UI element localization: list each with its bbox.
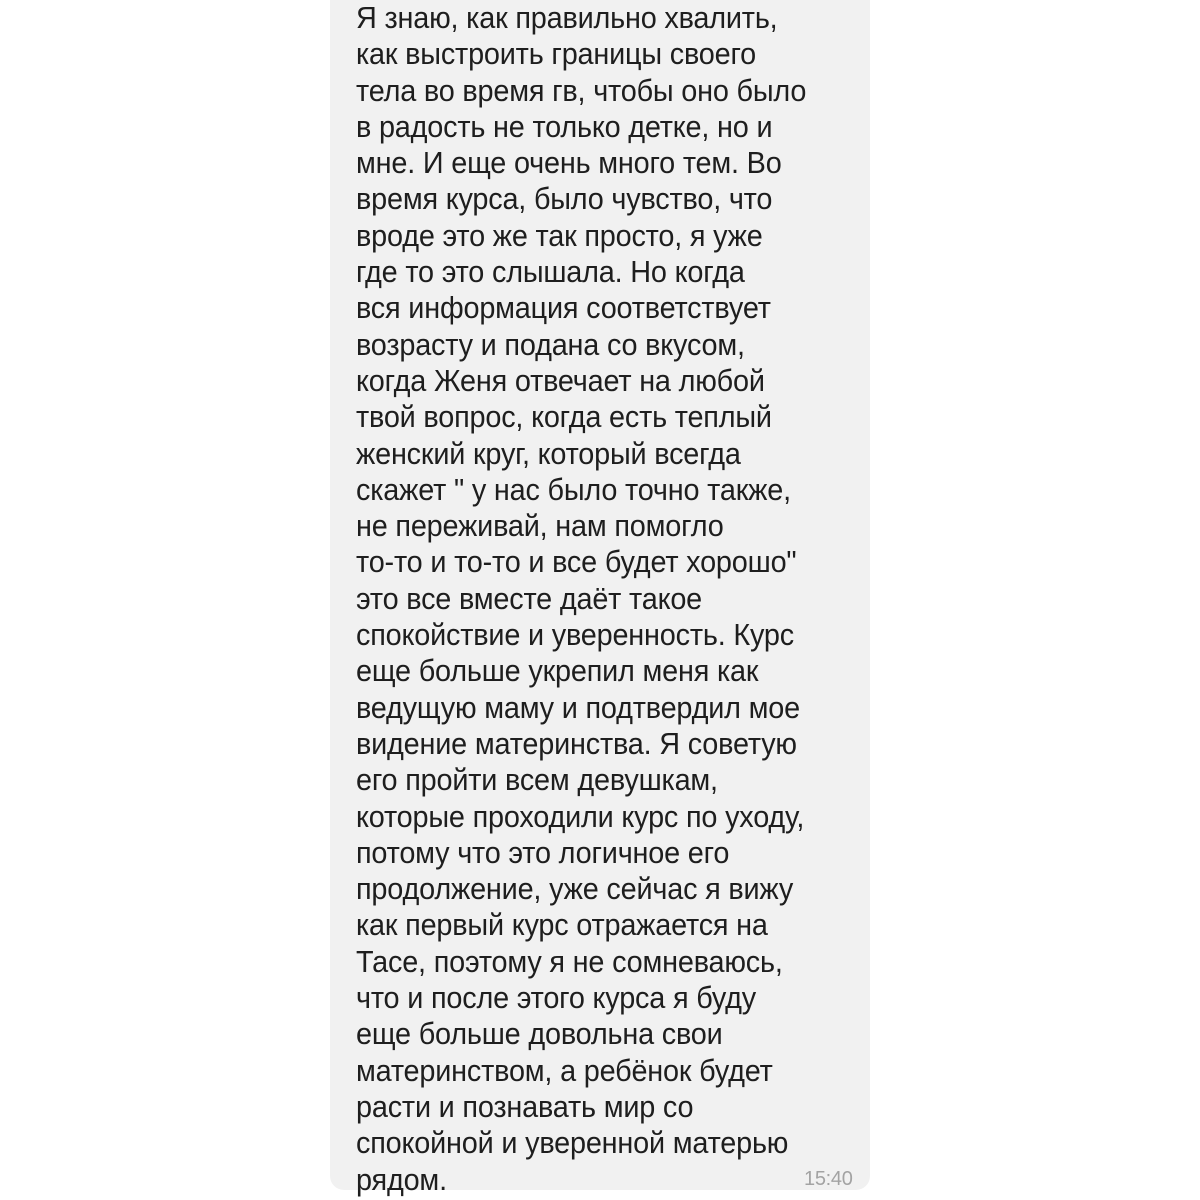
message-line: его пройти всем девушкам,	[356, 762, 718, 798]
message-line: это все вместе даёт такое	[356, 580, 703, 616]
message-line: материнством, а ребёнок будет	[356, 1052, 773, 1088]
message-line: вроде это же так просто, я уже	[356, 217, 763, 253]
message-timestamp: 15:40	[804, 1168, 853, 1190]
message-line: спокойствие и уверенность. Курс	[356, 617, 794, 653]
message-text	[356, 0, 866, 1198]
message-line: расти и познавать мир со	[356, 1088, 694, 1124]
message-line: ведущую маму и подтвердил мое	[356, 689, 800, 725]
message-line: тела во время гв, чтобы оно было	[356, 72, 807, 108]
message-line: то-то и то-то и все будет хорошо"	[356, 544, 797, 580]
message-line: как первый курс отражается на	[356, 907, 768, 943]
message-line: продолжение, уже сейчас я вижу	[356, 871, 794, 907]
message-line: видение материнства. Я советую	[356, 725, 797, 761]
message-line: вся информация соответствует	[356, 290, 771, 326]
message-line: спокойной и уверенной матерью	[356, 1125, 789, 1161]
message-line: что и после этого курса я буду	[356, 980, 757, 1016]
message-line: рядом.	[356, 1161, 447, 1197]
message-line: мне. И еще очень много тем. Во	[356, 145, 782, 181]
message-line: твой вопрос, когда есть теплый	[356, 399, 772, 435]
message-line: еще больше довольна свои	[356, 1016, 723, 1052]
message-line: потому что это логичное его	[356, 834, 730, 870]
message-line: которые проходили курс по уходу,	[356, 798, 805, 834]
message-line: скажет " у нас было точно также,	[356, 471, 791, 507]
message-line: еще больше укрепил меня как	[356, 653, 759, 689]
message-line: Тасе, поэтому я не сомневаюсь,	[356, 943, 783, 979]
message-line: женский круг, который всегда	[356, 435, 741, 471]
message-line: в радость не только детке, но и	[356, 108, 773, 144]
message-line: возрасту и подана со вкусом,	[356, 326, 745, 362]
message-line: как выстроить границы своего	[356, 36, 757, 72]
message-line: не переживай, нам помогло	[356, 508, 724, 544]
message-line: когда Женя отвечает на любой	[356, 362, 765, 398]
message-line: где то это слышала. Но когда	[356, 254, 745, 290]
message-line: время курса, было чувство, что	[356, 181, 773, 217]
message-line: Я знаю, как правильно хвалить,	[356, 0, 778, 35]
